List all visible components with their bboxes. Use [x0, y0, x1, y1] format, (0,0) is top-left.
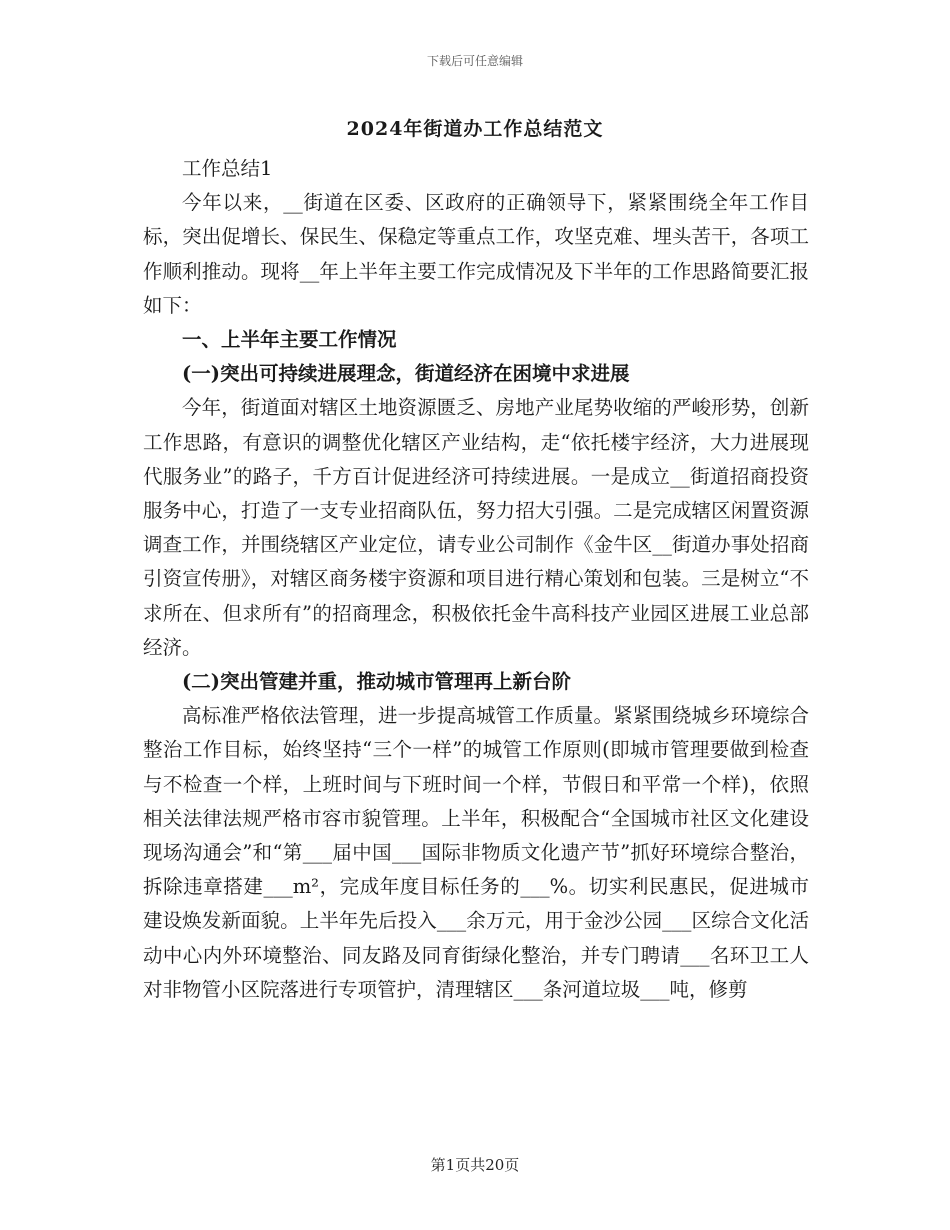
- document-title: 2024年街道办工作总结范文: [346, 118, 604, 140]
- document-body: [143, 152, 809, 1007]
- page-footer: 第1页共20页: [430, 1156, 520, 1174]
- subsection-heading: (二)突出管建并重，推动城市管理再上新台阶: [182, 670, 571, 694]
- paragraph: 今年，街道面对辖区土地资源匮乏、房地产业尾势收缩的严峻形势，创新工作思路，有意识的调整优化辖区产业结构，走“依托楼宇经济，大力进展现代服务业”的路子，千方百计促进经济可持续进展。一是成立__街道招商投资服务中心，打造了一支专业招商队伍，努力招大引强。二是完成辖区闲置资源调查工作，并围绕辖区产业定位，请专业公司制作《金牛区__街道办事处招商引资宣传册》，对辖区商务楼宇资源和项目进行精心策划和包装。三是树立“不求所在、但求所有”的招商理念，积极依托金牛高科技产业园区进展工业总部经济。: [143, 396, 809, 659]
- paragraph: 高标准严格依法管理，进一步提高城管工作质量。紧紧围绕城乡环境综合整治工作目标，始终坚持“三个一样”的城管工作原则(即城市管理要做到检查与不检查一个样，上班时间与下班时间一个样，节假日和平常一个样)，依照相关法律法规严格市容市貌管理。上半年，积极配合“全国城市社区文化建设现场沟通会”和“第___届中国___国际非物质文化遗产节”抓好环境综合整治，拆除违章搭建___m²，完成年度目标任务的___%。切实利民惠民，促进城市建设焕发新面貌。上半年先后投入___余万元，用于金沙公园___区综合文化活动中心内外环境整治、同友路及同育街绿化整治，并专门聘请___名环卫工人对非物管小区院落进行专项管护，清理辖区___条河道垃圾___吨，修剪: [143, 704, 809, 1001]
- header-note: 下载后可任意编辑: [426, 54, 523, 68]
- paragraph: 工作总结1: [182, 157, 273, 180]
- paragraph: 今年以来，__街道在区委、区政府的正确领导下，紧紧围绕全年工作目标，突出促增长、保民生、保稳定等重点工作，攻坚克难、埋头苦干，各项工作顺利推动。现将__年上半年主要工作完成情况及下半年的工作思路简要汇报如下：: [143, 191, 809, 317]
- subsection-heading: (一)突出可持续进展理念，街道经济在困境中求进展: [182, 362, 630, 386]
- section-heading: 一、上半年主要工作情况: [182, 328, 397, 352]
